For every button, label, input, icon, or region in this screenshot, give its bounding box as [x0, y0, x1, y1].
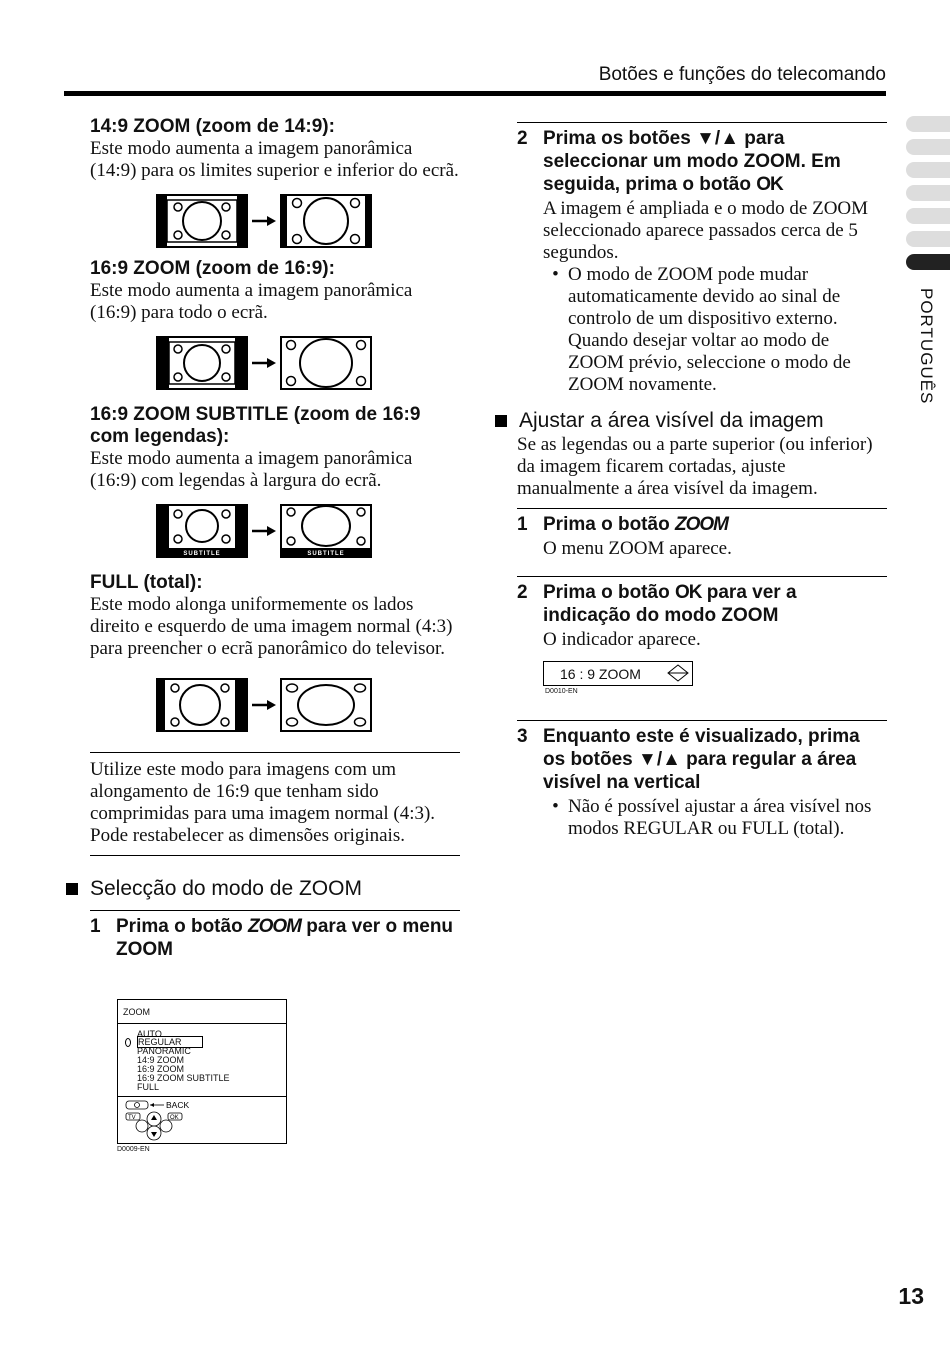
subtitle-label: SUBTITLE: [307, 551, 345, 557]
step-2-select: [517, 127, 887, 396]
screen-after-icon: [280, 194, 372, 248]
menu-option: AUTO: [137, 1029, 162, 1039]
section-rule: [90, 910, 460, 911]
zoom-button-label: ZOOM: [674, 514, 728, 535]
bullet-item: • Não é possível ajustar a área visível nos modos REGULAR ou FULL (total).: [552, 796, 872, 839]
back-label: BACK: [166, 1100, 190, 1110]
screen-before-icon: [156, 504, 248, 558]
down-up-arrow-icon: ▼/▲: [638, 749, 681, 770]
menu-divider: [118, 1023, 286, 1024]
step-text: Prima o botão ZOOM para ver o menu ZOOM: [116, 916, 454, 960]
up-down-arrows-icon: [666, 663, 690, 683]
arrow-right-icon: [248, 215, 280, 227]
screen-before-icon: [156, 336, 248, 390]
menu-option: FULL: [137, 1082, 160, 1092]
step-3-block: [517, 720, 887, 840]
screen-before-icon: [156, 194, 248, 248]
step-number: 1: [90, 916, 101, 937]
zoom-menu-screen: [117, 999, 287, 1144]
mode-title-14-9: 14:9 ZOOM (zoom de 14:9):: [90, 116, 335, 137]
ok-label: OK: [170, 1115, 179, 1121]
step-number: 2: [517, 128, 528, 149]
note-rule-bottom: [90, 855, 460, 856]
menu-option-selected: REGULAR: [137, 1038, 203, 1047]
screen-before-icon: [156, 678, 248, 732]
section-title: Selecção do modo de ZOOM: [90, 877, 362, 900]
zoom-button-label: ZOOM: [247, 916, 301, 937]
mode-desc-16-9: Este modo aumenta a imagem panorâmica (16:9) para todo o ecrã.: [90, 280, 413, 323]
side-tab: [906, 139, 950, 155]
step-3-adjust: [517, 725, 887, 840]
arrow-right-icon: [248, 357, 280, 369]
menu-code: D0009-EN: [117, 1146, 150, 1153]
bullet-item: • O modo de ZOOM pode mudar automaticamente devido ao sinal de controlo de um dispositivo externo. Quando desejar voltar ao modo de ZOOM prévio, seleccione o modo de ZOOM novamente.: [552, 264, 851, 395]
diagram-14-9: [156, 190, 464, 252]
step-number: 1: [517, 514, 528, 535]
arrow-right-icon: [248, 525, 280, 537]
screen-after-icon: [280, 678, 372, 732]
left-column: [64, 116, 464, 961]
header-rule: [64, 91, 886, 96]
mode-title-16-9-subtitle: 16:9 ZOOM SUBTITLE (zoom de 16:9 com legendas):: [90, 404, 421, 447]
page-header-title: Botões e funções do telecomando: [598, 64, 886, 85]
note-text: Utilize este modo para imagens com um alongamento de 16:9 que tenham sido comprimidas para uma imagem normal (4:3). Pode restabelecer as dimensões originais.: [90, 759, 436, 846]
step-text: Prima os botões ▼/▲ para seleccionar um modo ZOOM. Em seguida, prima o botão OK: [543, 128, 841, 195]
menu-controls-icon: [124, 1099, 284, 1141]
section-desc: Se as legendas ou a parte superior (ou inferior) da imagem ficarem cortadas, ajuste manualmente a área visível da imagem.: [517, 434, 873, 499]
section-visible-area: [493, 408, 893, 434]
menu-option: 16:9 ZOOM SUBTITLE: [137, 1073, 230, 1083]
screen-after-icon: [280, 336, 372, 390]
step-number: 2: [517, 582, 528, 603]
side-tab: [906, 208, 950, 224]
down-up-arrow-icon: ▼/▲: [696, 128, 739, 149]
diagram-16-9: [156, 332, 464, 394]
right-column: [493, 116, 893, 651]
step-1-left: [90, 915, 460, 961]
section-zoom-select: [64, 876, 464, 902]
mode-title-16-9: 16:9 ZOOM (zoom de 16:9):: [90, 258, 335, 279]
tv-label: TV: [128, 1115, 136, 1121]
step-2-indicator: [517, 581, 887, 651]
page-number: 13: [898, 1283, 924, 1309]
side-tab-active: [906, 254, 950, 270]
side-tab: [906, 116, 950, 132]
zoom-indicator: [543, 661, 693, 686]
step-number: 3: [517, 726, 528, 747]
step-text: Enquanto este é visualizado, prima os botões ▼/▲ para regular a área visível na vertical: [543, 726, 860, 793]
menu-option: 14:9 ZOOM: [137, 1055, 185, 1065]
arrow-right-icon: [248, 699, 280, 711]
side-tab: [906, 185, 950, 201]
ok-button-label: OK: [674, 582, 702, 603]
language-label: PORTUGUÊS: [917, 288, 936, 405]
step-desc: O menu ZOOM aparece.: [543, 538, 732, 559]
step-rule: [517, 122, 887, 123]
menu-divider: [118, 1096, 286, 1097]
note-rule-top: [90, 752, 460, 753]
ok-button-label: OK: [756, 174, 783, 195]
step-text: Prima o botão ZOOM: [543, 514, 728, 535]
subtitle-label: SUBTITLE: [183, 551, 221, 557]
indicator-text: 16 : 9 ZOOM: [560, 666, 641, 682]
section-title: Ajustar a área visível da imagem: [519, 409, 824, 432]
side-tab: [906, 231, 950, 247]
step-1-right: [517, 513, 887, 560]
step-rule: [517, 720, 887, 721]
mode-title-full: FULL (total):: [90, 572, 203, 593]
diagram-16-9-subtitle: [156, 500, 464, 562]
menu-option: PANORAMIC: [137, 1046, 191, 1056]
step-text: Prima o botão OK para ver a indicação do modo ZOOM: [543, 582, 797, 626]
square-bullet-icon: [66, 883, 78, 895]
diagram-full: [156, 674, 464, 736]
square-bullet-icon: [495, 415, 507, 427]
step-desc: O indicador aparece.: [543, 629, 701, 650]
mode-desc-full: Este modo alonga uniformemente os lados direito e esquerdo de uma imagem normal (4:3) para preencher o ecrã panorâmico do televisor.: [90, 594, 453, 659]
step-rule: [517, 508, 887, 509]
screen-after-icon: [280, 504, 372, 558]
step-rule: [517, 576, 887, 577]
menu-title: ZOOM: [123, 1007, 150, 1017]
side-tab: [906, 162, 950, 178]
menu-option: 16:9 ZOOM: [137, 1064, 185, 1074]
mode-desc-16-9-subtitle: Este modo aumenta a imagem panorâmica (16:9) com legendas à largura do ecrã.: [90, 448, 413, 491]
step-desc: A imagem é ampliada e o modo de ZOOM seleccionado aparece passados cerca de 5 segundos.: [543, 198, 869, 263]
mode-desc-14-9: Este modo aumenta a imagem panorâmica (14:9) para os limites superior e inferior do ecrã.: [90, 138, 459, 181]
cursor-icon: [125, 1038, 131, 1047]
indicator-code: D0010-EN: [545, 688, 578, 695]
